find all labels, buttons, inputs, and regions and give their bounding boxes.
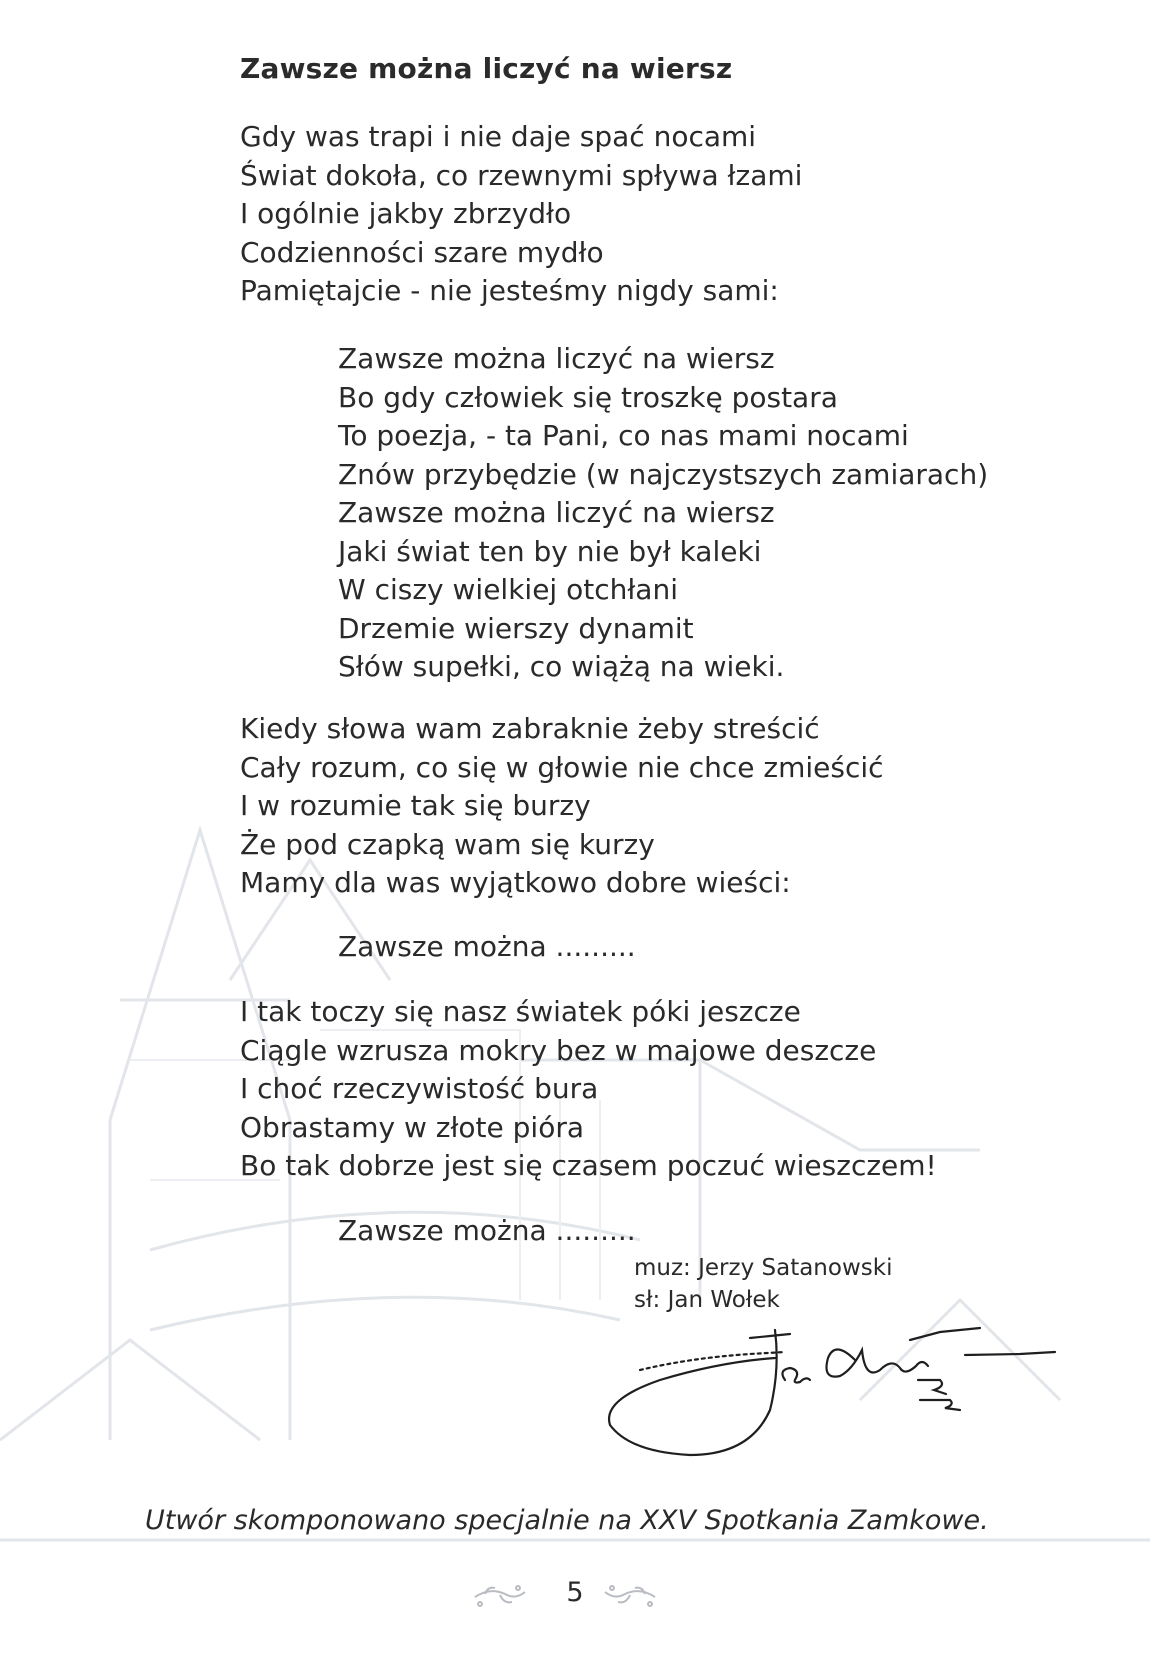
poem-line: Kiedy słowa wam zabraknie żeby streścić bbox=[240, 712, 820, 745]
refrain-2 bbox=[338, 1212, 636, 1251]
poem-line: Bo tak dobrze jest się czasem poczuć wieszczem! bbox=[240, 1149, 937, 1182]
poem-line: Że pod czapką wam się kurzy bbox=[240, 827, 655, 861]
chorus-line: Znów przybędzie (w najczystszych zamiarach) bbox=[338, 457, 989, 491]
poem-line: I ogólnie jakby zbrzydło bbox=[240, 197, 572, 230]
chorus-line: W ciszy wielkiej otchłani bbox=[338, 573, 678, 606]
poem-line: Obrastamy w złote pióra bbox=[240, 1110, 584, 1144]
page-number: 5 bbox=[566, 1577, 584, 1608]
lyrics-credit: sł: Jan Wołek bbox=[634, 1287, 780, 1313]
stanza-1 bbox=[240, 118, 802, 311]
chorus-line: To poezja, - ta Pani, co nas mami nocami bbox=[338, 419, 909, 452]
music-credit: muz: Jerzy Satanowski bbox=[634, 1255, 893, 1281]
poem-line: Świat dokoła, co rzewnymi spływa łzami bbox=[240, 158, 803, 192]
poem-line: Pamiętajcie - nie jesteśmy nigdy sami: bbox=[240, 274, 779, 307]
handwritten-signature bbox=[600, 1310, 1070, 1470]
poem-line: Mamy dla was wyjątkowo dobre wieści: bbox=[240, 866, 791, 899]
refrain-line: Zawsze można ......... bbox=[338, 930, 636, 963]
chorus-line: Drzemie wierszy dynamit bbox=[338, 611, 694, 645]
stanza-3 bbox=[240, 993, 937, 1186]
chorus-line: Słów supełki, co wiążą na wieki. bbox=[338, 650, 785, 683]
poem-line: Cały rozum, co się w głowie nie chce zmieścić bbox=[240, 750, 884, 784]
chorus-line: Zawsze można liczyć na wiersz bbox=[338, 496, 775, 529]
poem-line: Gdy was trapi i nie daje spać nocami bbox=[240, 120, 757, 153]
floral-ornament-icon bbox=[600, 1582, 660, 1612]
refrain-1 bbox=[338, 928, 636, 967]
poem-line: I tak toczy się nasz światek póki jeszcze bbox=[240, 995, 801, 1028]
poem-line: Codzienności szare mydło bbox=[240, 235, 604, 269]
chorus bbox=[338, 340, 988, 687]
poem-line: I choć rzeczywistość bura bbox=[240, 1072, 599, 1105]
credits bbox=[634, 1252, 892, 1316]
poem-line: I w rozumie tak się burzy bbox=[240, 789, 591, 822]
refrain-line: Zawsze można ......... bbox=[338, 1214, 636, 1247]
chorus-line: Jaki świat ten by nie był kaleki bbox=[338, 534, 762, 568]
chorus-line: Zawsze można liczyć na wiersz bbox=[338, 342, 775, 375]
stanza-2 bbox=[240, 710, 884, 903]
composition-note: Utwór skomponowano specjalnie na XXV Spotkania Zamkowe. bbox=[145, 1505, 989, 1536]
chorus-line: Bo gdy człowiek się troszkę postara bbox=[338, 380, 838, 414]
poem-line: Ciągle wzrusza mokry bez w majowe deszcze bbox=[240, 1033, 877, 1067]
poem-title: Zawsze można liczyć na wiersz bbox=[240, 52, 733, 85]
